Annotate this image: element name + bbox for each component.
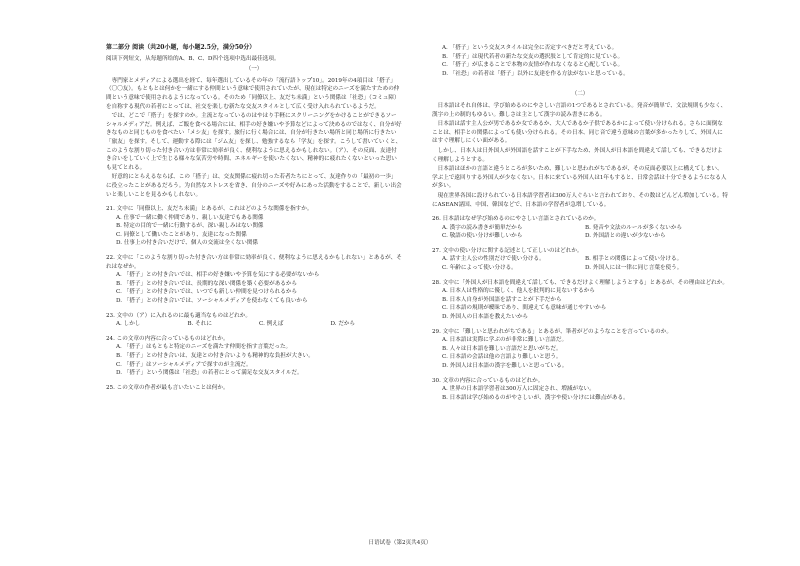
answer-option: B. 「搭子」との付き合いでは、長期的な深い関係を築く必要があるから [116, 280, 298, 287]
answer-option: A. 日本語は実際に学ぶのが非常に難しい言語だ。 [442, 337, 568, 344]
question-stem: 28. 文中に「外国人が日本語を間違えて話しても、できるだけよく理解しようとする」とあるが、その理由はどれか。 [432, 279, 728, 286]
answer-option: B. それに [187, 321, 212, 328]
answer-option: B. 人々は日本語を難しい言語だと思いがちだ。 [442, 345, 562, 352]
question-30 [432, 377, 728, 403]
answer-option: D. 仕事上の付き合いだけで、個人の交流は全くない関係 [116, 240, 258, 247]
answer-option: B. 日本人自身が外国語を話すことが下手だから [442, 296, 562, 303]
question-stem: 24. この文章の内容に合っているものはどれか。 [106, 335, 229, 342]
question-26 [432, 215, 728, 241]
answer-option: A. 「搭子」という交友スタイルは完全に否定すべきだと考えている。 [442, 45, 618, 51]
answer-option: C. 「搭子」との付き合いでは、いつでも新しい仲間を見つけられるから [116, 289, 298, 296]
answer-option: D. 外国人には一律に同じ言葉を使う。 [585, 265, 683, 272]
left-column [106, 44, 402, 393]
section-instruction: 阅读下列短文，从每题所给的A、B、C、D四个选项中选出最佳选项。 [106, 55, 280, 62]
question-stem: 26. 日本語はなぜ学び始めるのにやさしい言語とされているのか。 [432, 216, 600, 223]
passage2-paragraph: 現在世界各国に設けられている日本語学習者は300万人ぐらいと言われており、その数はどんどん増加している。特にASEAN諸国、中国、韓国などで、日本語の学習者が急増している。 [432, 192, 728, 208]
right-column [432, 44, 728, 403]
question-25 [106, 384, 402, 393]
passage1-paragraph: では、どこで「搭子」を探すのか。主流となっているのはやはり手軽にスクリーニングをかけることができるソーシャルメディアだ。例えば、ご飯を食べる場合には、相手の好き嫌いや予算などによって決めるのではなく、自分が好きなものと同じものを食べたい「メシ友」を探す。旅行に行く場合には、自分が行きたい場所と同じ場所に行きたい「旅友」を探す。そして、運動する際には「ジム友」を探し、勉強するなら「学友」を探す。こうして書いていくと、このような割り切った付き合い方は非常に効率が良く、便利なように思えるかもしれない。（ア）、その反面、友達付き合いをしていく上で生じる様々な気苦労や時間、エネルギーを使いたくない、精神的に疲れたくないといった思いも見てとれる。 [106, 113, 402, 171]
question-21 [106, 205, 402, 248]
answer-option: C. 例えば [259, 321, 284, 328]
page-footer: 日语试卷（第2页共4页） [368, 540, 432, 546]
question-29 [432, 328, 728, 371]
answer-option: C. 日本語の会話は他の言語より難しいと思う。 [442, 354, 562, 361]
answer-option: B. 相手との関係によって使い分ける。 [585, 256, 683, 263]
question-stem: 25. この文章の作者が最も言いたいことは何か。 [106, 384, 229, 391]
question-stem: 23. 文中の（ア）に入れるのに最も適当なものはどれか。 [106, 312, 251, 319]
question-22 [106, 254, 402, 306]
question-stem: 27. 文中の使い分けに関する記述として正しいのはどれか。 [432, 247, 583, 254]
passage1-paragraph: 専門家とメディアによる選出を経て、毎年選出しているその年の「流行語トップ10」。2019年の4項目は「搭子」（〇〇友）。もともとは何かを一緒にする仲間という意味で使用されていたが、現在は特定のニーズを満たすための仲間という意味で使用されるようになっている。そのため「同僚以上、友だち未満」という関係は「社恐」（コミュ障）を自称する現代の若者にとっては、社交を楽しむ新たな交友スタイルとして広く受け入れられているようだ。 [106, 77, 400, 110]
answer-option: D. 外国人は日本語の漢字を難しいと思っている。 [442, 363, 568, 369]
passage2-paragraph: 日本語はそれ自体は、学び始めるのにやさしい言語の1つであるとされている。発音が簡単で、文法規則も少なく、漢字の上の制約もゆるい。難しさは主として漢字の読み書きにある。 [432, 102, 727, 118]
answer-option: A. 仕事で一緒に働く仲間であり、親しい友達でもある関係 [116, 214, 264, 221]
answer-option: D. 外国語との違いが少ないから [585, 233, 666, 240]
answer-option: C. 日本語の規則が曖昧であり、間違えても意味が通じやすいから [442, 305, 607, 312]
answer-option: B. 発音や文法のルールが多くないから [585, 224, 683, 231]
question-27 [432, 247, 728, 273]
answer-option: A. 世界の日本語学習者は300万人に固定され、増減がない。 [442, 386, 595, 393]
answer-option: D. 「搭子」との付き合いでは、ソーシャルメディアを使わなくても良いから [116, 298, 308, 305]
answer-option: B. 特定の目的で一緒に行動するが、深い親しみはない関係 [116, 223, 264, 230]
answer-option: A. 話す主人公の性別だけで使い分ける。 [442, 256, 545, 263]
answer-option: D. 外国人の日本語を教えたいから [442, 314, 529, 321]
question-28 [432, 279, 728, 322]
question-23 [106, 312, 402, 329]
answer-option: B. 「搭子」は現代若者の新たな交友の選択肢として肯定的に見ている。 [442, 53, 624, 60]
answer-option: A. 日本人は性格的に優しく、他人を批判的に見ないするから [442, 288, 595, 295]
answer-option: D. 「社恐」の若者は「搭子」以外に友達を作る方法がないと思っている。 [442, 70, 629, 77]
question-stem: 30. 文章の内容に合っているものはどれか。 [432, 377, 544, 384]
answer-option: C. 敬語の使い分けが難しいから [442, 233, 523, 240]
section-heading: 第二部分 阅读（共20小题，每小题2.5分，满分50分） [106, 44, 256, 51]
answer-option: D. だから [330, 321, 356, 328]
answer-option: A. 「搭子」との付き合いでは、相手の好き嫌いや予算を気にする必要がないから [116, 272, 320, 279]
answer-option: D. 「搭子」という関係は「社恐」の若者にとって満足な交友スタイルだ。 [116, 370, 303, 377]
passage2-paragraph: 日本語はほかの言語と違うところが多いため、難しいと思われがちであるが、その反面必要以上に構えてしまい、学ぶ上で遠回りする外国人が少なくない。日本に来ている外国人は1年もすると、日常会話は十分できるようになる人が多い。 [432, 166, 727, 190]
answer-option: C. 「搭子」はソーシャルメディアで探すのが主流だ。 [116, 361, 252, 368]
passage2-number: （二） [571, 91, 589, 98]
answer-option: B. 「搭子」との付き合いは、友達との付き合いよりも精神的な負担が大きい。 [116, 353, 314, 359]
passage1-number: （一） [245, 66, 263, 73]
question-stem: 29. 文中に「難しいと思われがちである」とあるが、筆者がどのようなことを言っているのか。 [432, 328, 672, 335]
question-stem: 22. 文中に「このような割り切った付き合い方は非常に効率が良く、便利なように思えるかもしれない」とあるが、それはなぜか。 [106, 255, 402, 270]
answer-option: C. 「搭子」が広まることで本物の友情が作れなくなると心配している。 [442, 62, 624, 69]
answer-option: C. 同僚として働いたことがあり、友達になった関係 [116, 231, 247, 238]
answer-option: C. 年齢によって使い分ける。 [442, 265, 517, 272]
question-stem: 21. 文中に「同僚以上、友だち未満」とあるが、これはどのような関係を指すか。 [106, 206, 313, 213]
question-24 [106, 335, 402, 378]
answer-option: A. しかし [116, 321, 141, 328]
passage2-paragraph: しかし、日本人は日外国人が外国語を話すことが下手なため、外国人が日本語を間違えて話しても、できるだけよく理解しようとする。 [432, 147, 723, 163]
passage1-paragraph: 好意的にとらえるならば、この「搭子」は、交友関係に疲れ切った若者たちにとって、友達作りの「最初の一歩」に役立ったことがあるだろう。为自然なストレスを省き、自分のニーズや好みにあった活動をすることで、新しい出会いと楽しいことを見るかもしれない。 [106, 174, 402, 198]
answer-option: A. 「搭子」はもともと特定のニーズを満たす仲間を指す言葉だった。 [116, 344, 292, 351]
passage2-paragraph: 日本語は話す主人公が男であるか女であるか、大人であるか子供であるかによって使い分けられる。さらに面倒なことは、相手との関係によっても使い分けられる。その日本、同じ音で違う意味の言葉が多かったりして、外国人にはすぐ理解しにくい面がある。 [432, 121, 723, 145]
answer-option: B. 日本語は学び始めるのがやさしいが、漢字や使い分けには難点がある。 [442, 394, 629, 401]
answer-option: A. 漢字の読み書きが簡単だから [442, 224, 523, 231]
